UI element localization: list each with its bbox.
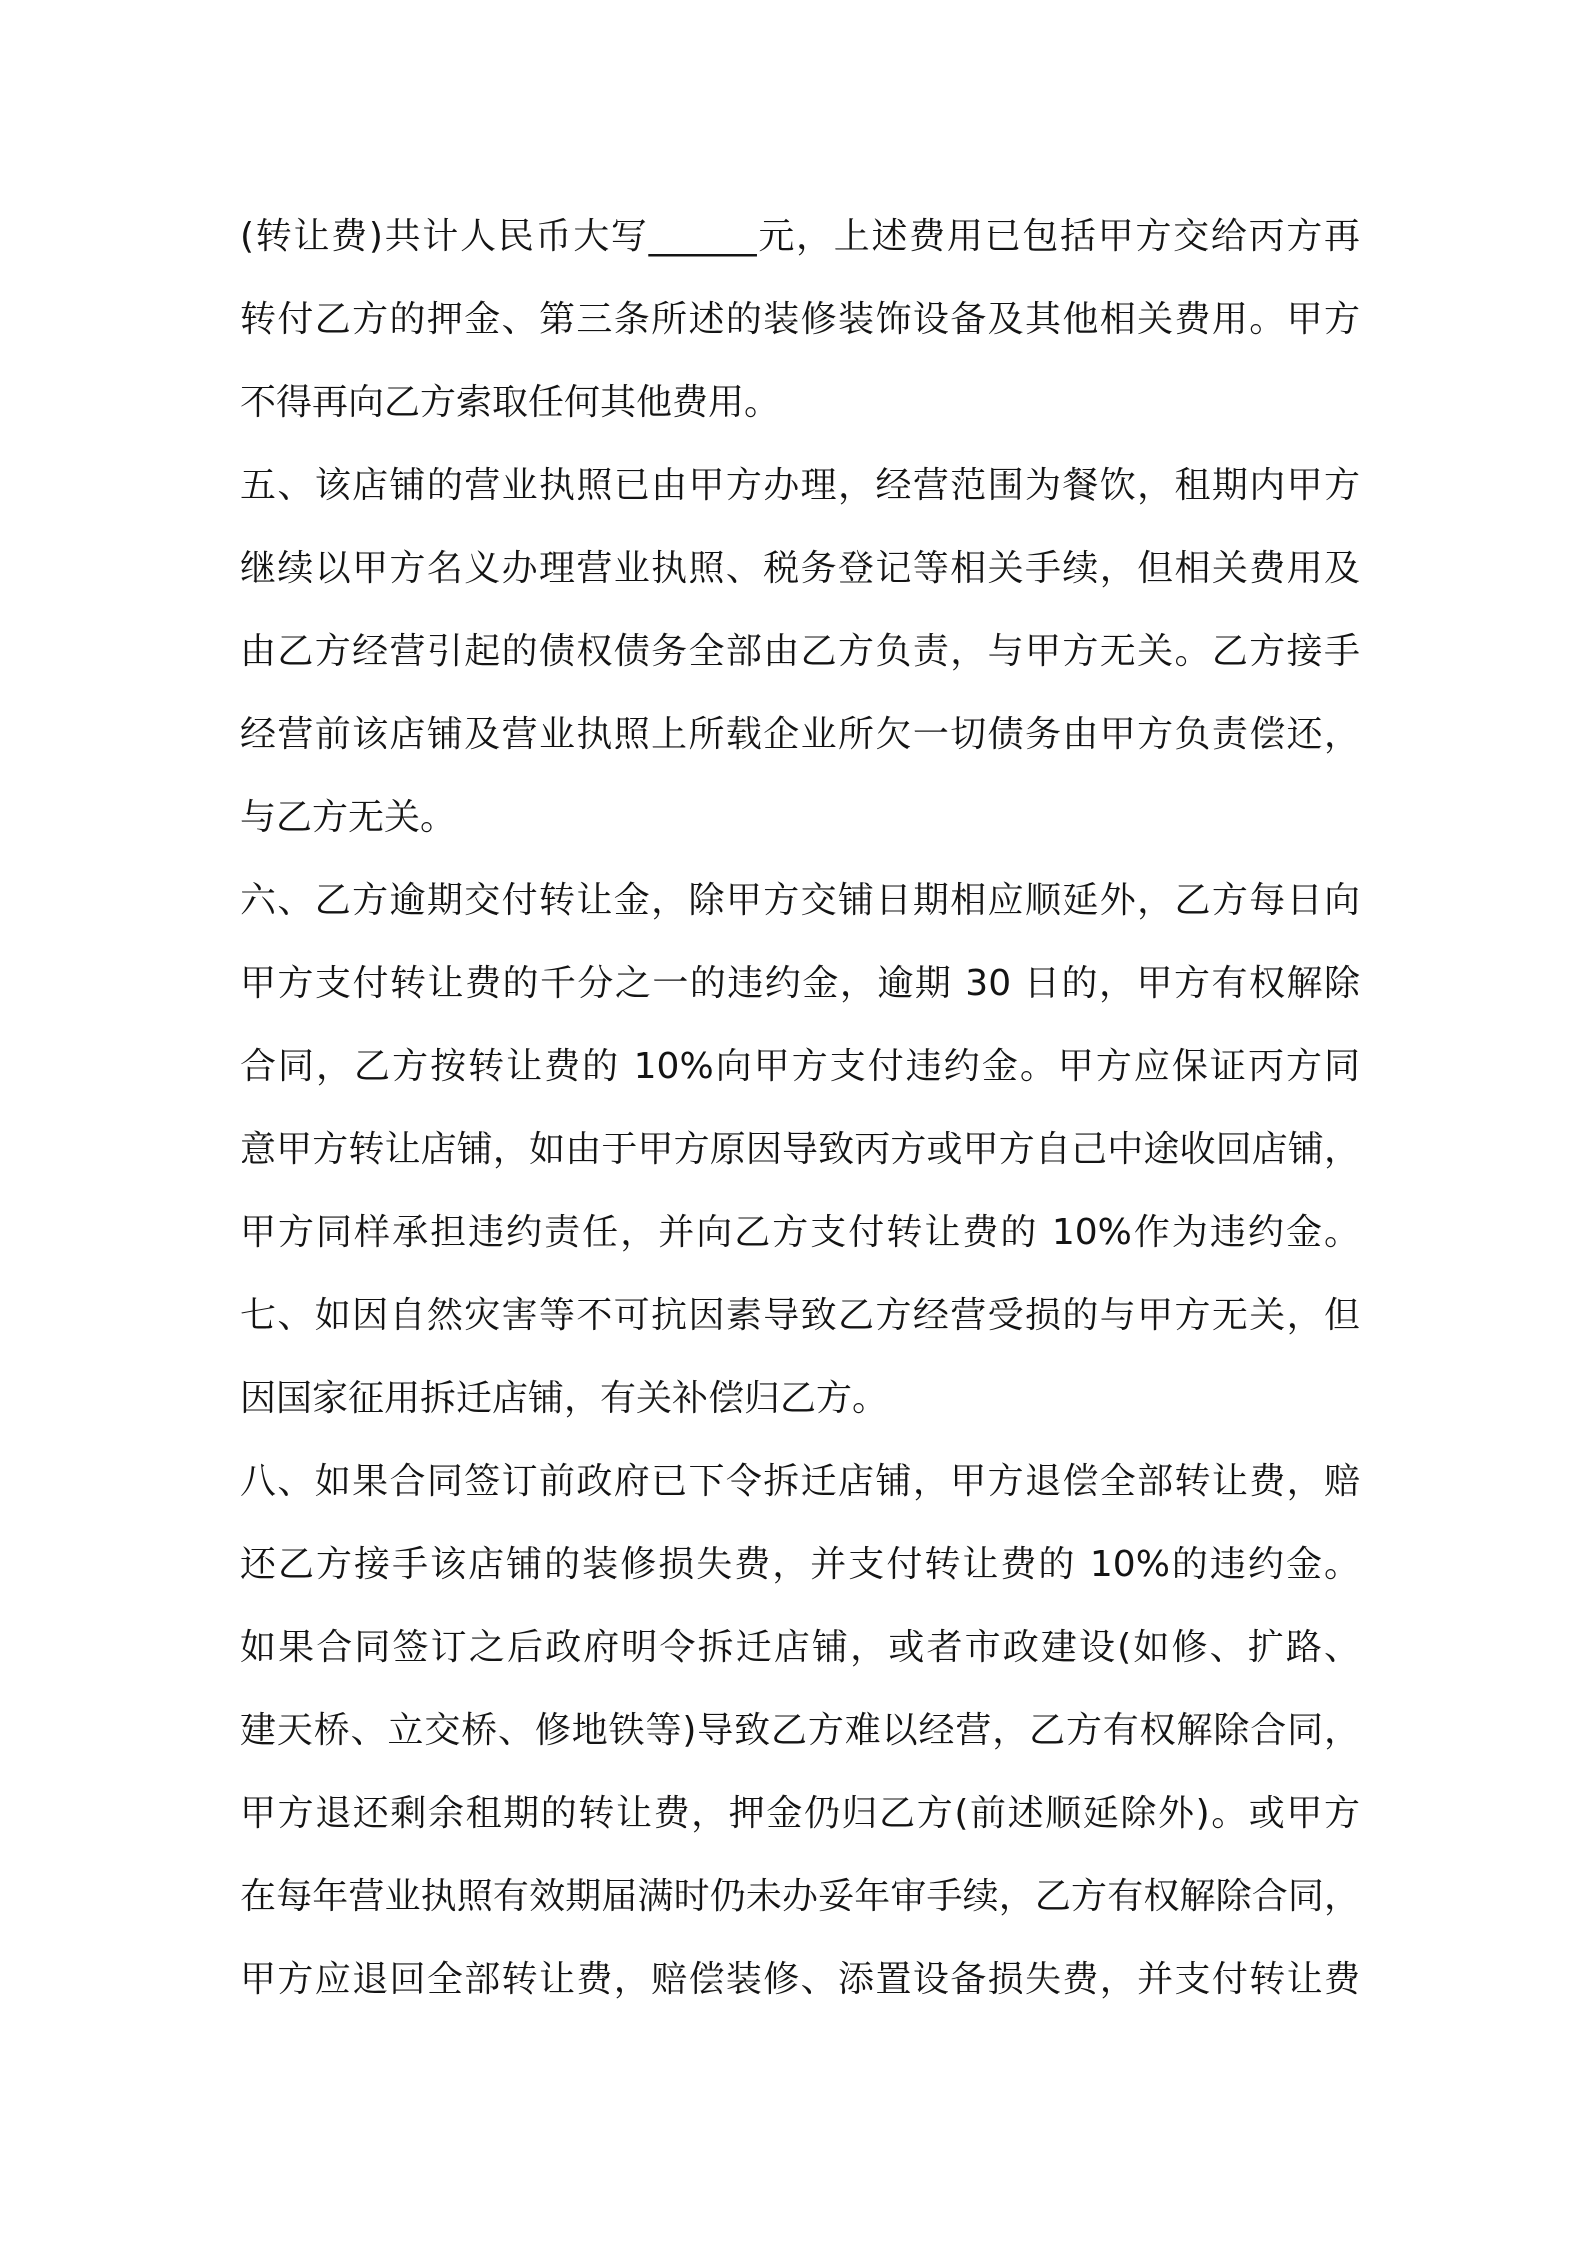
text-line: 在每年营业执照有效期届满时仍未办妥年审手续，乙方有权解除合同， [240, 1876, 1360, 1917]
text-line: 甲方退还剩余租期的转让费，押金仍归乙方(前述顺延除外)。或甲方 [240, 1793, 1360, 1834]
text-line: 合同，乙方按转让费的 10%向甲方支付违约金。甲方应保证丙方同 [240, 1046, 1360, 1087]
text-line: 不得再向乙方索取任何其他费用。 [240, 382, 781, 423]
text-line: 八、如果合同签订前政府已下令拆迁店铺，甲方退偿全部转让费，赔 [240, 1461, 1360, 1502]
text-line: 建天桥、立交桥、修地铁等)导致乙方难以经营，乙方有权解除合同， [240, 1710, 1360, 1751]
text-line: 五、该店铺的营业执照已由甲方办理，经营范围为餐饮，租期内甲方 [240, 465, 1360, 506]
text-line: 继续以甲方名义办理营业执照、税务登记等相关手续，但相关费用及 [240, 548, 1360, 589]
text-line: 因国家征用拆迁店铺，有关补偿归乙方。 [240, 1378, 889, 1419]
text-line: (转让费)共计人民币大写______元，上述费用已包括甲方交给丙方再 [240, 216, 1360, 257]
text-line: 与乙方无关。 [240, 797, 457, 838]
document-body [240, 195, 1360, 2021]
text-line: 甲方应退回全部转让费，赔偿装修、添置设备损失费，并支付转让费 [240, 1959, 1360, 2000]
text-line: 如果合同签订之后政府明令拆迁店铺，或者市政建设(如修、扩路、 [240, 1627, 1360, 1668]
text-line: 七、如因自然灾害等不可抗因素导致乙方经营受损的与甲方无关，但 [240, 1295, 1360, 1336]
text-line: 转付乙方的押金、第三条所述的装修装饰设备及其他相关费用。甲方 [240, 299, 1360, 340]
text-line: 意甲方转让店铺，如由于甲方原因导致丙方或甲方自己中途收回店铺， [240, 1129, 1360, 1170]
text-line: 由乙方经营引起的债权债务全部由乙方负责，与甲方无关。乙方接手 [240, 631, 1360, 672]
text-line: 经营前该店铺及营业执照上所载企业所欠一切债务由甲方负责偿还， [240, 714, 1360, 755]
text-line: 甲方同样承担违约责任，并向乙方支付转让费的 10%作为违约金。 [240, 1212, 1360, 1253]
text-line: 甲方支付转让费的千分之一的违约金，逾期 30 日的，甲方有权解除 [240, 963, 1360, 1004]
text-line: 还乙方接手该店铺的装修损失费，并支付转让费的 10%的违约金。 [240, 1544, 1360, 1585]
text-line: 六、乙方逾期交付转让金，除甲方交铺日期相应顺延外，乙方每日向 [240, 880, 1360, 921]
